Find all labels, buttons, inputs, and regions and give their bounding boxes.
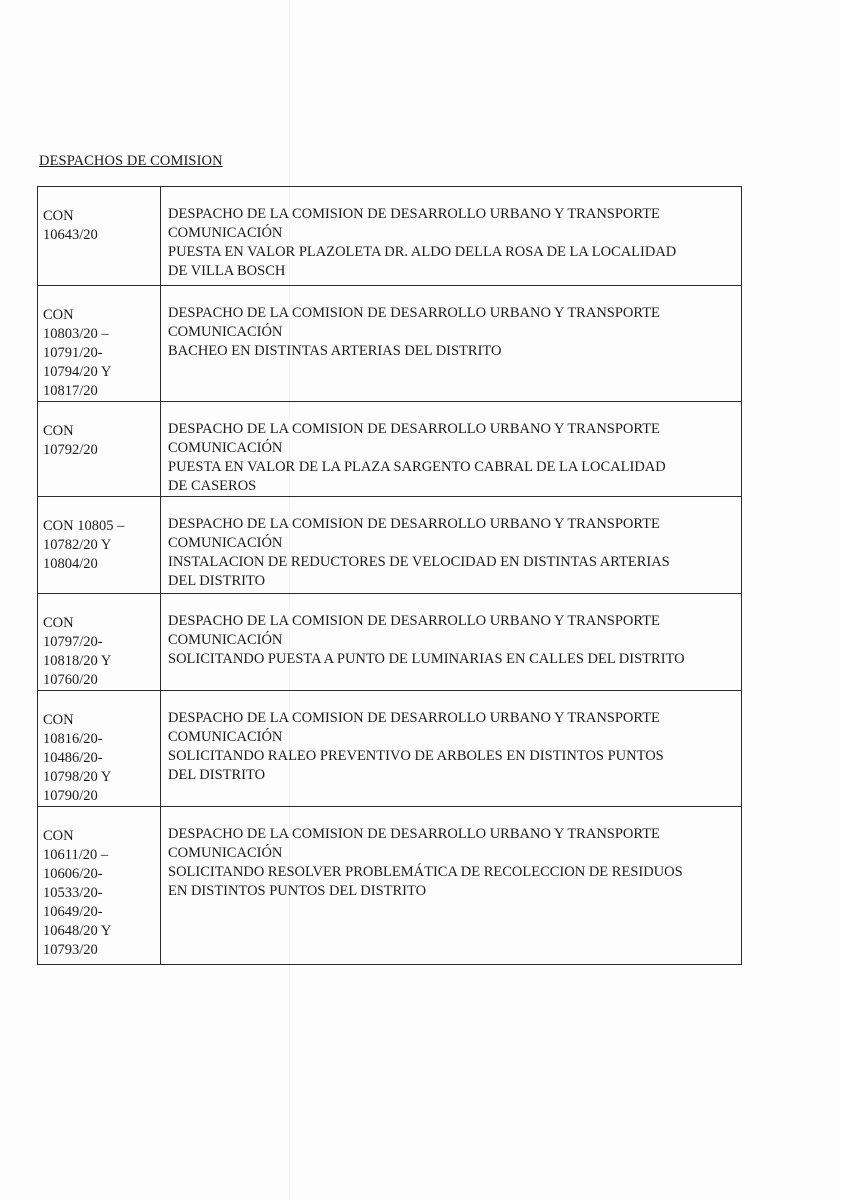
expediente-cell (38, 187, 161, 286)
despacho-description-cell (161, 497, 742, 594)
description-line: COMUNICACIÓN (168, 535, 283, 551)
description-line: INSTALACION DE REDUCTORES DE VELOCIDAD EN DISTINTAS ARTERIAS (168, 554, 670, 570)
description-line: DESPACHO DE LA COMISION DE DESARROLLO URBANO Y TRANSPORTE (168, 826, 660, 842)
table-row (38, 402, 742, 497)
table-row (38, 691, 742, 807)
expediente-cell (38, 594, 161, 691)
expediente-cell (38, 497, 161, 594)
expediente-line: 10649/20- (43, 904, 103, 920)
expediente-line: 10817/20 (43, 383, 98, 399)
description-line: DE VILLA BOSCH (168, 263, 286, 279)
expediente-cell (38, 402, 161, 497)
expediente-line: 10792/20 (43, 442, 98, 458)
expediente-line: 10804/20 (43, 556, 98, 572)
description-line: DESPACHO DE LA COMISION DE DESARROLLO URBANO Y TRANSPORTE (168, 516, 660, 532)
description-line: DEL DISTRITO (168, 573, 266, 589)
expediente-line: 10803/20 – (43, 326, 109, 342)
expediente-line: CON 10805 – (43, 518, 125, 534)
expediente-cell (38, 286, 161, 402)
description-line: PUESTA EN VALOR DE LA PLAZA SARGENTO CABRAL DE LA LOCALIDAD (168, 459, 666, 475)
description-line: PUESTA EN VALOR PLAZOLETA DR. ALDO DELLA ROSA DE LA LOCALIDAD (168, 244, 677, 260)
expediente-line: 10790/20 (43, 788, 98, 804)
expediente-line: 10794/20 Y (43, 364, 112, 380)
expediente-line: 10486/20- (43, 750, 103, 766)
description-line: COMUNICACIÓN (168, 729, 283, 745)
description-line: COMUNICACIÓN (168, 632, 283, 648)
expediente-line: 10760/20 (43, 672, 98, 688)
description-line: COMUNICACIÓN (168, 440, 283, 456)
description-line: DEL DISTRITO (168, 767, 266, 783)
despacho-description-cell (161, 402, 742, 497)
description-line: BACHEO EN DISTINTAS ARTERIAS DEL DISTRITO (168, 343, 502, 359)
table-row (38, 187, 742, 286)
expediente-line: CON (43, 828, 74, 844)
expediente-line: 10798/20 Y (43, 769, 112, 785)
expediente-line: 10643/20 (43, 227, 98, 243)
description-line: DESPACHO DE LA COMISION DE DESARROLLO URBANO Y TRANSPORTE (168, 613, 660, 629)
expediente-line: 10797/20- (43, 634, 103, 650)
expediente-line: 10611/20 – (43, 847, 109, 863)
description-line: DESPACHO DE LA COMISION DE DESARROLLO URBANO Y TRANSPORTE (168, 305, 660, 321)
expediente-line: 10648/20 Y (43, 923, 112, 939)
table-row (38, 594, 742, 691)
table-body (38, 187, 742, 965)
description-line: COMUNICACIÓN (168, 225, 283, 241)
description-line: DESPACHO DE LA COMISION DE DESARROLLO URBANO Y TRANSPORTE (168, 421, 660, 437)
description-line: COMUNICACIÓN (168, 324, 283, 340)
despacho-description-cell (161, 594, 742, 691)
expediente-line: CON (43, 307, 74, 323)
description-line: SOLICITANDO PUESTA A PUNTO DE LUMINARIAS EN CALLES DEL DISTRITO (168, 651, 685, 667)
description-line: DE CASEROS (168, 478, 257, 494)
description-line: DESPACHO DE LA COMISION DE DESARROLLO URBANO Y TRANSPORTE (168, 206, 660, 222)
despacho-description-cell (161, 691, 742, 807)
table-row (38, 286, 742, 402)
expediente-line: CON (43, 208, 74, 224)
description-line: DESPACHO DE LA COMISION DE DESARROLLO URBANO Y TRANSPORTE (168, 710, 660, 726)
despachos-table (37, 186, 742, 965)
description-line: COMUNICACIÓN (168, 845, 283, 861)
description-line: SOLICITANDO RALEO PREVENTIVO DE ARBOLES EN DISTINTOS PUNTOS (168, 748, 664, 764)
expediente-line: 10782/20 Y (43, 537, 112, 553)
despacho-description-cell (161, 807, 742, 965)
expediente-line: CON (43, 712, 74, 728)
expediente-line: 10533/20- (43, 885, 103, 901)
expediente-line: 10606/20- (43, 866, 103, 882)
page-title: DESPACHOS DE COMISION (39, 153, 223, 169)
despacho-description-cell (161, 286, 742, 402)
expediente-line: 10793/20 (43, 942, 98, 958)
expediente-line: 10818/20 Y (43, 653, 112, 669)
expediente-cell (38, 807, 161, 965)
description-line: SOLICITANDO RESOLVER PROBLEMÁTICA DE RECOLECCION DE RESIDUOS (168, 864, 683, 880)
expediente-line: CON (43, 423, 74, 439)
expediente-line: 10791/20- (43, 345, 103, 361)
expediente-cell (38, 691, 161, 807)
despacho-description-cell (161, 187, 742, 286)
expediente-line: 10816/20- (43, 731, 103, 747)
table-row (38, 807, 742, 965)
table-row (38, 497, 742, 594)
expediente-line: CON (43, 615, 74, 631)
description-line: EN DISTINTOS PUNTOS DEL DISTRITO (168, 883, 427, 899)
